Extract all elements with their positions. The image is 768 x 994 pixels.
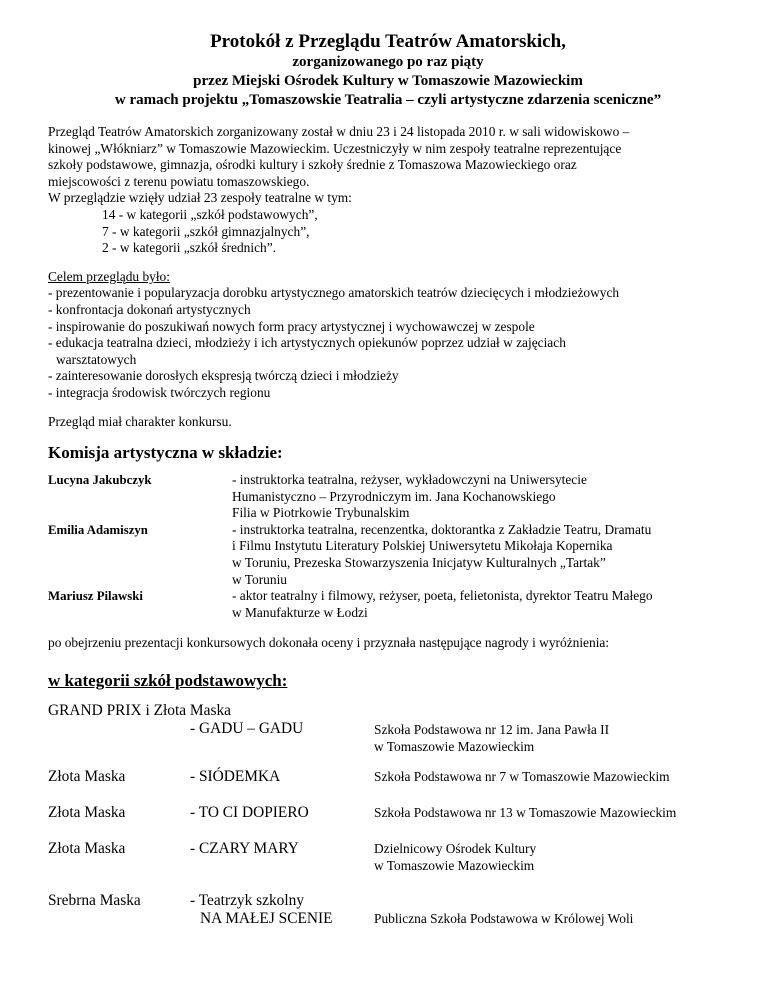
intro-line: Przegląd Teatrów Amatorskich zorganizowany został w dniu 23 i 24 listopada 2010 r. w sali widowiskowo – bbox=[48, 124, 630, 139]
award-row bbox=[48, 892, 728, 932]
award-school bbox=[374, 841, 536, 874]
award-row bbox=[48, 804, 728, 840]
goal-item-continued: warsztatowych bbox=[56, 351, 137, 367]
jury-desc-line: w Manufakturze w Łodzi bbox=[232, 604, 368, 620]
jury-heading: Komisja artystyczna w składzie: bbox=[48, 443, 283, 463]
document-title: Protokół z Przeglądu Teatrów Amatorskich, bbox=[210, 31, 566, 52]
jury-member-description bbox=[232, 522, 728, 588]
award-category: Srebrna Maska bbox=[48, 892, 141, 910]
document-page bbox=[48, 30, 728, 932]
jury-desc-line: w Toruniu, Prezeska Stowarzyszenia Inicjatyw Kulturalnych „Tartak” bbox=[232, 555, 606, 571]
intro-line: szkoły podstawowe, gimnazja, ośrodki kultury i szkoły średnie z Tomaszowa Mazowieckiego oraz bbox=[48, 157, 577, 173]
award-school: Publiczna Szkoła Podstawowa w Królowej Woli bbox=[374, 911, 634, 927]
jury-desc-line: Filia w Piotrkowie Trybunalskim bbox=[232, 505, 410, 521]
show-line: - Teatrzyk szkolny bbox=[190, 892, 305, 910]
intro-line: miejscowości z terenu powiatu tomaszowskiego. bbox=[48, 173, 310, 189]
award-category: Złota Maska bbox=[48, 804, 126, 822]
goals-heading: Celem przeglądu było: bbox=[48, 268, 170, 284]
award-show-title: - CZARY MARY bbox=[190, 840, 299, 858]
primary-schools-heading: w kategorii szkół podstawowych: bbox=[48, 671, 288, 691]
jury-desc-line: w Toruniu bbox=[232, 571, 287, 587]
participants-line: W przeglądzie wzięły udział 23 zespoły teatralne w tym: bbox=[48, 190, 352, 206]
award-school: Szkoła Podstawowa nr 13 w Tomaszowie Mazowieckim bbox=[374, 805, 677, 821]
contest-note: Przegląd miał charakter konkursu. bbox=[48, 413, 232, 429]
jury-members bbox=[48, 472, 728, 621]
award-show-title bbox=[190, 892, 333, 928]
school-line: Szkoła Podstawowa nr 12 im. Jana Pawła II bbox=[374, 722, 610, 738]
award-show-title: - TO CI DOPIERO bbox=[190, 804, 309, 822]
award-school: Szkoła Podstawowa nr 7 w Tomaszowie Mazowieckim bbox=[374, 769, 670, 785]
category-count-primary: 14 - w kategorii „szkół podstawowych”, bbox=[102, 206, 318, 222]
school-line: Dzielnicowy Ośrodek Kultury bbox=[374, 841, 537, 857]
award-category: GRAND PRIX i Złota Maska bbox=[48, 702, 231, 720]
goal-item: - prezentowanie i popularyzacja dorobku artystycznego amatorskich teatrów dziecięcych i młodzieżowych bbox=[48, 285, 620, 301]
school-line: w Tomaszowie Mazowieckim bbox=[374, 857, 535, 873]
goal-item: - zainteresowanie dorosłych ekspresją twórczą dzieci i młodzieży bbox=[48, 368, 399, 384]
jury-desc-line: - aktor teatralny i filmowy, reżyser, poeta, felietonista, dyrektor Teatru Małego bbox=[232, 588, 653, 604]
goal-item: - edukacja teatralna dzieci, młodzieży i ich artystycznych opiekunów poprzez udział w zajęciach bbox=[48, 335, 566, 351]
award-show-title: - GADU – GADU bbox=[190, 720, 304, 738]
jury-desc-line: Humanistyczno – Przyrodniczym im. Jana Kochanowskiego bbox=[232, 488, 556, 504]
goal-item: - integracja środowisk twórczych regionu bbox=[48, 384, 271, 400]
goal-item: - inspirowanie do poszukiwań nowych form pracy artystycznej i wychowawczej w zespole bbox=[48, 318, 535, 334]
category-count-middle: 7 - w kategorii „szkół gimnazjalnych”, bbox=[102, 223, 310, 239]
subtitle-line-1: zorganizowanego po raz piąty bbox=[292, 54, 484, 70]
award-row bbox=[48, 768, 728, 804]
jury-desc-line: - instruktorka teatralna, recenzentka, doktorantka z Zakładzie Teatru, Dramatu bbox=[232, 521, 652, 537]
award-school bbox=[374, 722, 609, 755]
jury-member-name: Lucyna Jakubczyk bbox=[48, 473, 152, 488]
verdict-text: po obejrzeniu prezentacji konkursowych dokonała oceny i przyznała następujące nagrody i wyróżnienia: bbox=[48, 635, 610, 651]
award-category: Złota Maska bbox=[48, 840, 126, 858]
intro-paragraph bbox=[48, 124, 728, 257]
jury-member-description bbox=[232, 588, 728, 621]
subtitle-line-3: w ramach projektu „Tomaszowskie Teatralia – czyli artystyczne zdarzenia sceniczne” bbox=[114, 92, 662, 108]
jury-member-name: Emilia Adamiszyn bbox=[48, 522, 148, 537]
award-category: Złota Maska bbox=[48, 768, 126, 786]
goal-item: - konfrontacja dokonań artystycznych bbox=[48, 301, 251, 317]
goals-list bbox=[48, 269, 728, 402]
intro-line: kinowej „Włókniarz” w Tomaszowie Mazowieckim. Uczestniczyły w nim zespoły teatralne reprezentujące bbox=[48, 140, 622, 156]
school-line: w Tomaszowie Mazowieckim bbox=[374, 738, 535, 754]
jury-member-name: Mariusz Pilawski bbox=[48, 589, 143, 604]
award-grand-prix bbox=[48, 702, 728, 760]
award-show-title: - SIÓDEMKA bbox=[190, 768, 281, 786]
award-row bbox=[48, 840, 728, 890]
subtitle-line-2: przez Miejski Ośrodek Kultury w Tomaszowie Mazowieckim bbox=[193, 73, 583, 89]
jury-desc-line: - instruktorka teatralna, reżyser, wykładowczyni na Uniwersytecie bbox=[232, 472, 587, 488]
show-line: NA MAŁEJ SCENIE bbox=[200, 910, 333, 928]
category-count-high: 2 - w kategorii „szkół średnich”. bbox=[102, 240, 277, 256]
jury-desc-line: i Filmu Instytutu Literatury Polskiej Uniwersytetu Mikołaja Kopernika bbox=[232, 538, 613, 554]
jury-member-description bbox=[232, 472, 728, 522]
